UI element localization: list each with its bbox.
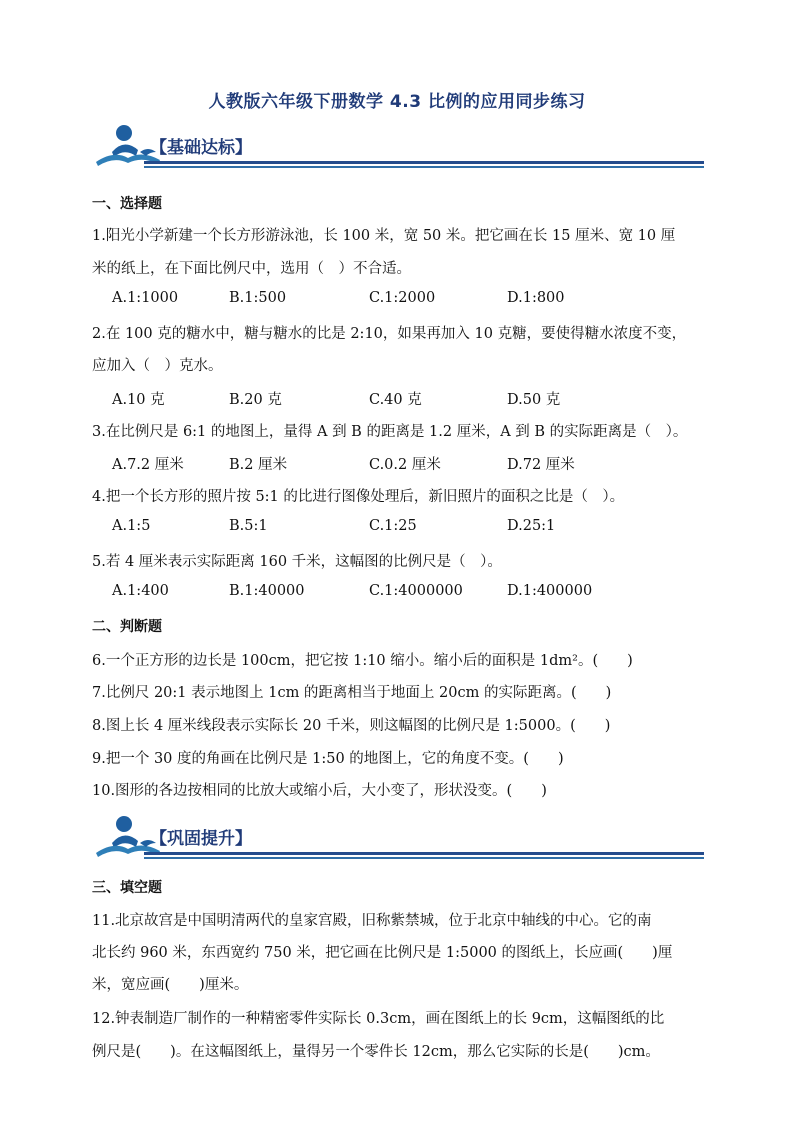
- question-5-line-1: 5.若 4 厘米表示实际距离 160 千米，这幅图的比例尺是（ ）。: [92, 554, 502, 570]
- question-9: 9.把一个 30 度的角画在比例尺是 1:50 的地图上，它的角度不变。( ): [92, 751, 564, 767]
- question-5-options: [112, 583, 672, 603]
- option-b: B.1:40000: [229, 583, 305, 599]
- question-11-line-2: 北长约 960 米，东西宽约 750 米，把它画在比例尺是 1:5000 的图纸上，长应画( )厘: [92, 945, 673, 961]
- question-10: 10.图形的各边按相同的比放大或缩小后，大小变了，形状没变。( ): [92, 783, 547, 799]
- section-heading: 三、填空题: [92, 880, 162, 896]
- option-d: D.1:800: [507, 290, 565, 306]
- question-3-options: [112, 453, 672, 473]
- banner-rule: [144, 161, 704, 164]
- option-a: A.1:400: [112, 583, 169, 599]
- option-a: A.1:5: [112, 518, 151, 534]
- banner-title: 【巩固提升】: [150, 829, 252, 849]
- question-11-line-3: 米，宽应画( )厘米。: [92, 977, 249, 993]
- option-d: D.1:400000: [507, 583, 593, 599]
- question-3-line-1: 3.在比例尺是 6:1 的地图上，量得 A 到 B 的距离是 1.2 厘米，A 到 B 的实际距离是（ ）。: [92, 424, 688, 440]
- banner-title: 【基础达标】: [150, 138, 252, 158]
- question-7: 7.比例尺 20:1 表示地图上 1cm 的距离相当于地面上 20cm 的实际距离。( ): [92, 685, 612, 701]
- option-c: C.1:4000000: [369, 583, 463, 599]
- question-4-options: [112, 518, 672, 538]
- question-2-options: [112, 388, 672, 408]
- option-b: B.1:500: [229, 290, 287, 306]
- banner-rule: [144, 166, 704, 168]
- option-c: C.40 克: [369, 392, 422, 408]
- option-c: C.1:2000: [369, 290, 436, 306]
- option-c: C.1:25: [369, 518, 417, 534]
- option-b: B.5:1: [229, 518, 268, 534]
- option-a: A.7.2 厘米: [112, 457, 184, 473]
- question-11-line-1: 11.北京故宫是中国明清两代的皇家宫殿，旧称紫禁城，位于北京中轴线的中心。它的南: [92, 913, 652, 929]
- question-6: 6.一个正方形的边长是 100cm，把它按 1:10 缩小。缩小后的面积是 1dm²。( ): [92, 653, 633, 669]
- question-1-line-2: 米的纸上，在下面比例尺中，选用（ ）不合适。: [92, 261, 411, 277]
- section-banner-basic: [92, 122, 704, 172]
- question-4-line-1: 4.把一个长方形的照片按 5:1 的比进行图像处理后，新旧照片的面积之比是（ ）。: [92, 489, 625, 505]
- page-title: 人教版六年级下册数学 4.3 比例的应用同步练习: [208, 92, 586, 112]
- question-8: 8.图上长 4 厘米线段表示实际长 20 千米，则这幅图的比例尺是 1:5000。( ): [92, 718, 611, 734]
- option-d: D.50 克: [507, 392, 561, 408]
- option-d: D.25:1: [507, 518, 556, 534]
- option-c: C.0.2 厘米: [369, 457, 441, 473]
- banner-rule: [144, 857, 704, 859]
- section-heading: 一、选择题: [92, 196, 162, 212]
- option-b: B.2 厘米: [229, 457, 288, 473]
- question-12-line-2: 例尺是( )。在这幅图纸上，量得另一个零件长 12cm，那么它实际的长是( )cm。: [92, 1044, 660, 1060]
- section-heading: 二、判断题: [92, 619, 162, 635]
- question-2-line-1: 2.在 100 克的糖水中，糖与糖水的比是 2:10，如果再加入 10 克糖，要使得糖水浓度不变，: [92, 326, 687, 342]
- option-b: B.20 克: [229, 392, 282, 408]
- question-1-line-1: 1.阳光小学新建一个长方形游泳池，长 100 米，宽 50 米。把它画在长 15 厘米、宽 10 厘: [92, 228, 676, 244]
- question-2-line-2: 应加入（ ）克水。: [92, 358, 223, 374]
- option-a: A.10 克: [112, 392, 165, 408]
- section-banner-improve: [92, 813, 704, 863]
- question-12-line-1: 12.钟表制造厂制作的一种精密零件实际长 0.3cm，画在图纸上的长 9cm，这幅图纸的比: [92, 1011, 665, 1027]
- option-d: D.72 厘米: [507, 457, 575, 473]
- banner-rule: [144, 852, 704, 855]
- question-1-options: [112, 290, 672, 310]
- option-a: A.1:1000: [112, 290, 179, 306]
